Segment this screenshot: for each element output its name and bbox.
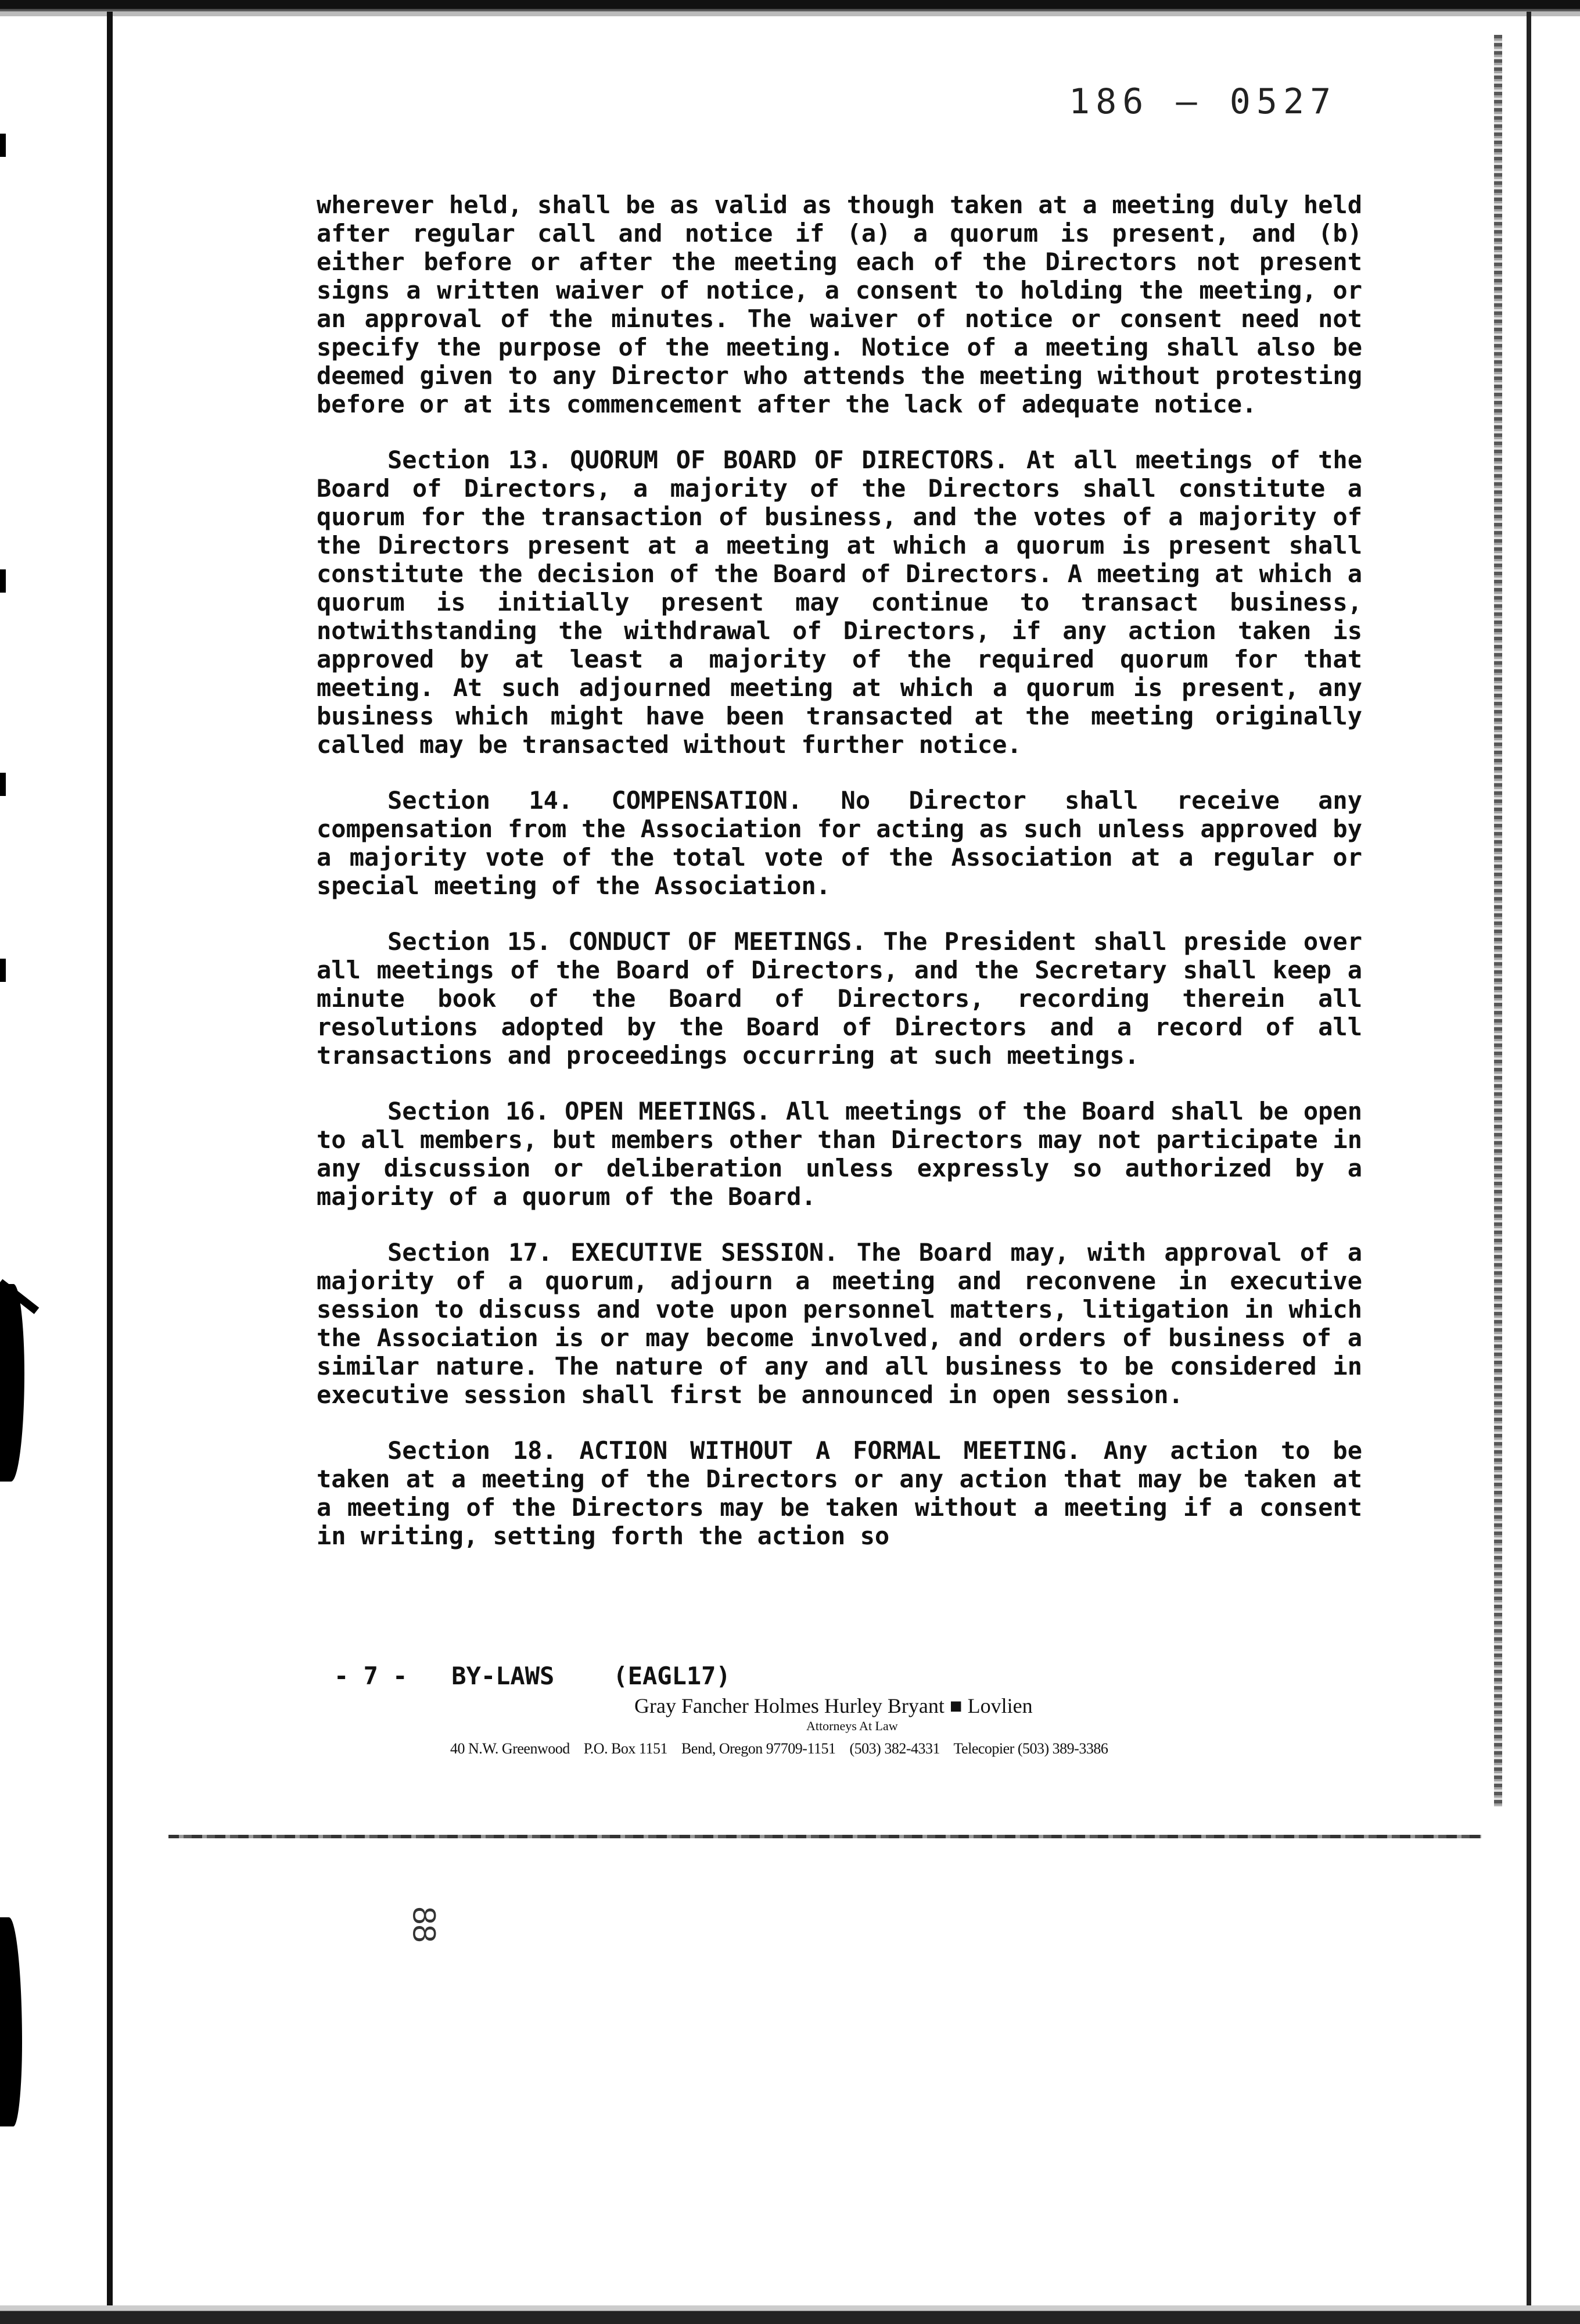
- margin-tick: [0, 959, 6, 982]
- section-17-executive-session: Section 17. EXECUTIVE SESSION. The Board may, with approval of a majority of a quorum, adjourn a meeting and reconvene in executive session to discuss and vote upon personnel matters, litigation in which the Association is or may become involved, and orders of business of a similar nature. The nature of any and all business to be considered in executive session shall first be announced in open session.: [317, 1238, 1362, 1409]
- margin-tick: [0, 134, 6, 157]
- margin-tick: [0, 773, 6, 796]
- law-firm-name: Gray Fancher Holmes Hurley Bryant ■ Lovlien: [634, 1694, 1033, 1717]
- scan-bottom-edge: [0, 2305, 1580, 2324]
- law-firm-subtitle: Attorneys At Law: [806, 1719, 898, 1733]
- ink-blot: [0, 1917, 22, 2126]
- scan-right-border: [1494, 35, 1502, 1807]
- document-body: [317, 191, 1362, 1550]
- law-firm-address: 40 N.W. Greenwood P.O. Box 1151 Bend, Oregon 97709-1151 (503) 382-4331 Telecopier (503) 389-3386: [450, 1740, 1108, 1757]
- section-18-action-without-meeting: Section 18. ACTION WITHOUT A FORMAL MEETING. Any action to be taken at a meeting of the Directors or any action that may be taken at a meeting of the Directors may be taken without a meeting if a consent in writing, setting forth the action so: [317, 1436, 1362, 1550]
- section-16-open-meetings: Section 16. OPEN MEETINGS. All meetings of the Board shall be open to all members, but members other than Directors may not participate in any discussion or deliberation unless expressly so authorized by a majority of a quorum of the Board.: [317, 1097, 1362, 1211]
- scan-left-border: [107, 12, 113, 2312]
- scan-bottom-rule: [168, 1835, 1481, 1838]
- section-14-compensation: Section 14. COMPENSATION. No Director shall receive any compensation from the Association for acting as such unless approved by a majority vote of the total vote of the Association at a regular or special meeting of the Association.: [317, 786, 1362, 900]
- margin-stamp: 88: [406, 1906, 443, 1943]
- margin-tick: [0, 569, 6, 593]
- section-13-quorum: Section 13. QUORUM OF BOARD OF DIRECTORS. At all meetings of the Board of Directors, a majority of the Directors shall constitute a quorum for the transaction of business, and the votes of a majority of the Directors present at a meeting at which a quorum is present shall constitute the decision of the Board of Directors. A meeting at which a quorum is initially present may continue to transact business, notwithstanding the withdrawal of Directors, if any action taken is approved by at least a majority of the required quorum for that meeting. At such adjourned meeting at which a quorum is present, any business which might have been transacted at the meeting originally called may be transacted without further notice.: [317, 446, 1362, 759]
- ink-blot: [0, 1284, 24, 1482]
- paragraph-continuation: wherever held, shall be as valid as though taken at a meeting duly held after regular call and notice if (a) a quorum is present, and (b) either before or after the meeting each of the Directors not present signs a written waiver of notice, a consent to holding the meeting, or an approval of the minutes. The waiver of notice or consent need not specify the purpose of the meeting. Notice of a meeting shall also be deemed given to any Director who attends the meeting without protesting before or at its commencement after the lack of adequate notice.: [317, 191, 1362, 418]
- scan-right-rule: [1527, 12, 1531, 2312]
- page-number: 186 — 0527: [1069, 81, 1337, 122]
- section-15-conduct-of-meetings: Section 15. CONDUCT OF MEETINGS. The President shall preside over all meetings of the Board of Directors, and the Secretary shall keep a minute book of the Board of Directors, recording therein all resolutions adopted by the Board of Directors and a record of all transactions and proceedings occurring at such meetings.: [317, 927, 1362, 1070]
- scan-top-edge: [0, 0, 1580, 16]
- footer-page-label: - 7 - BY-LAWS (EAGL17): [334, 1662, 731, 1690]
